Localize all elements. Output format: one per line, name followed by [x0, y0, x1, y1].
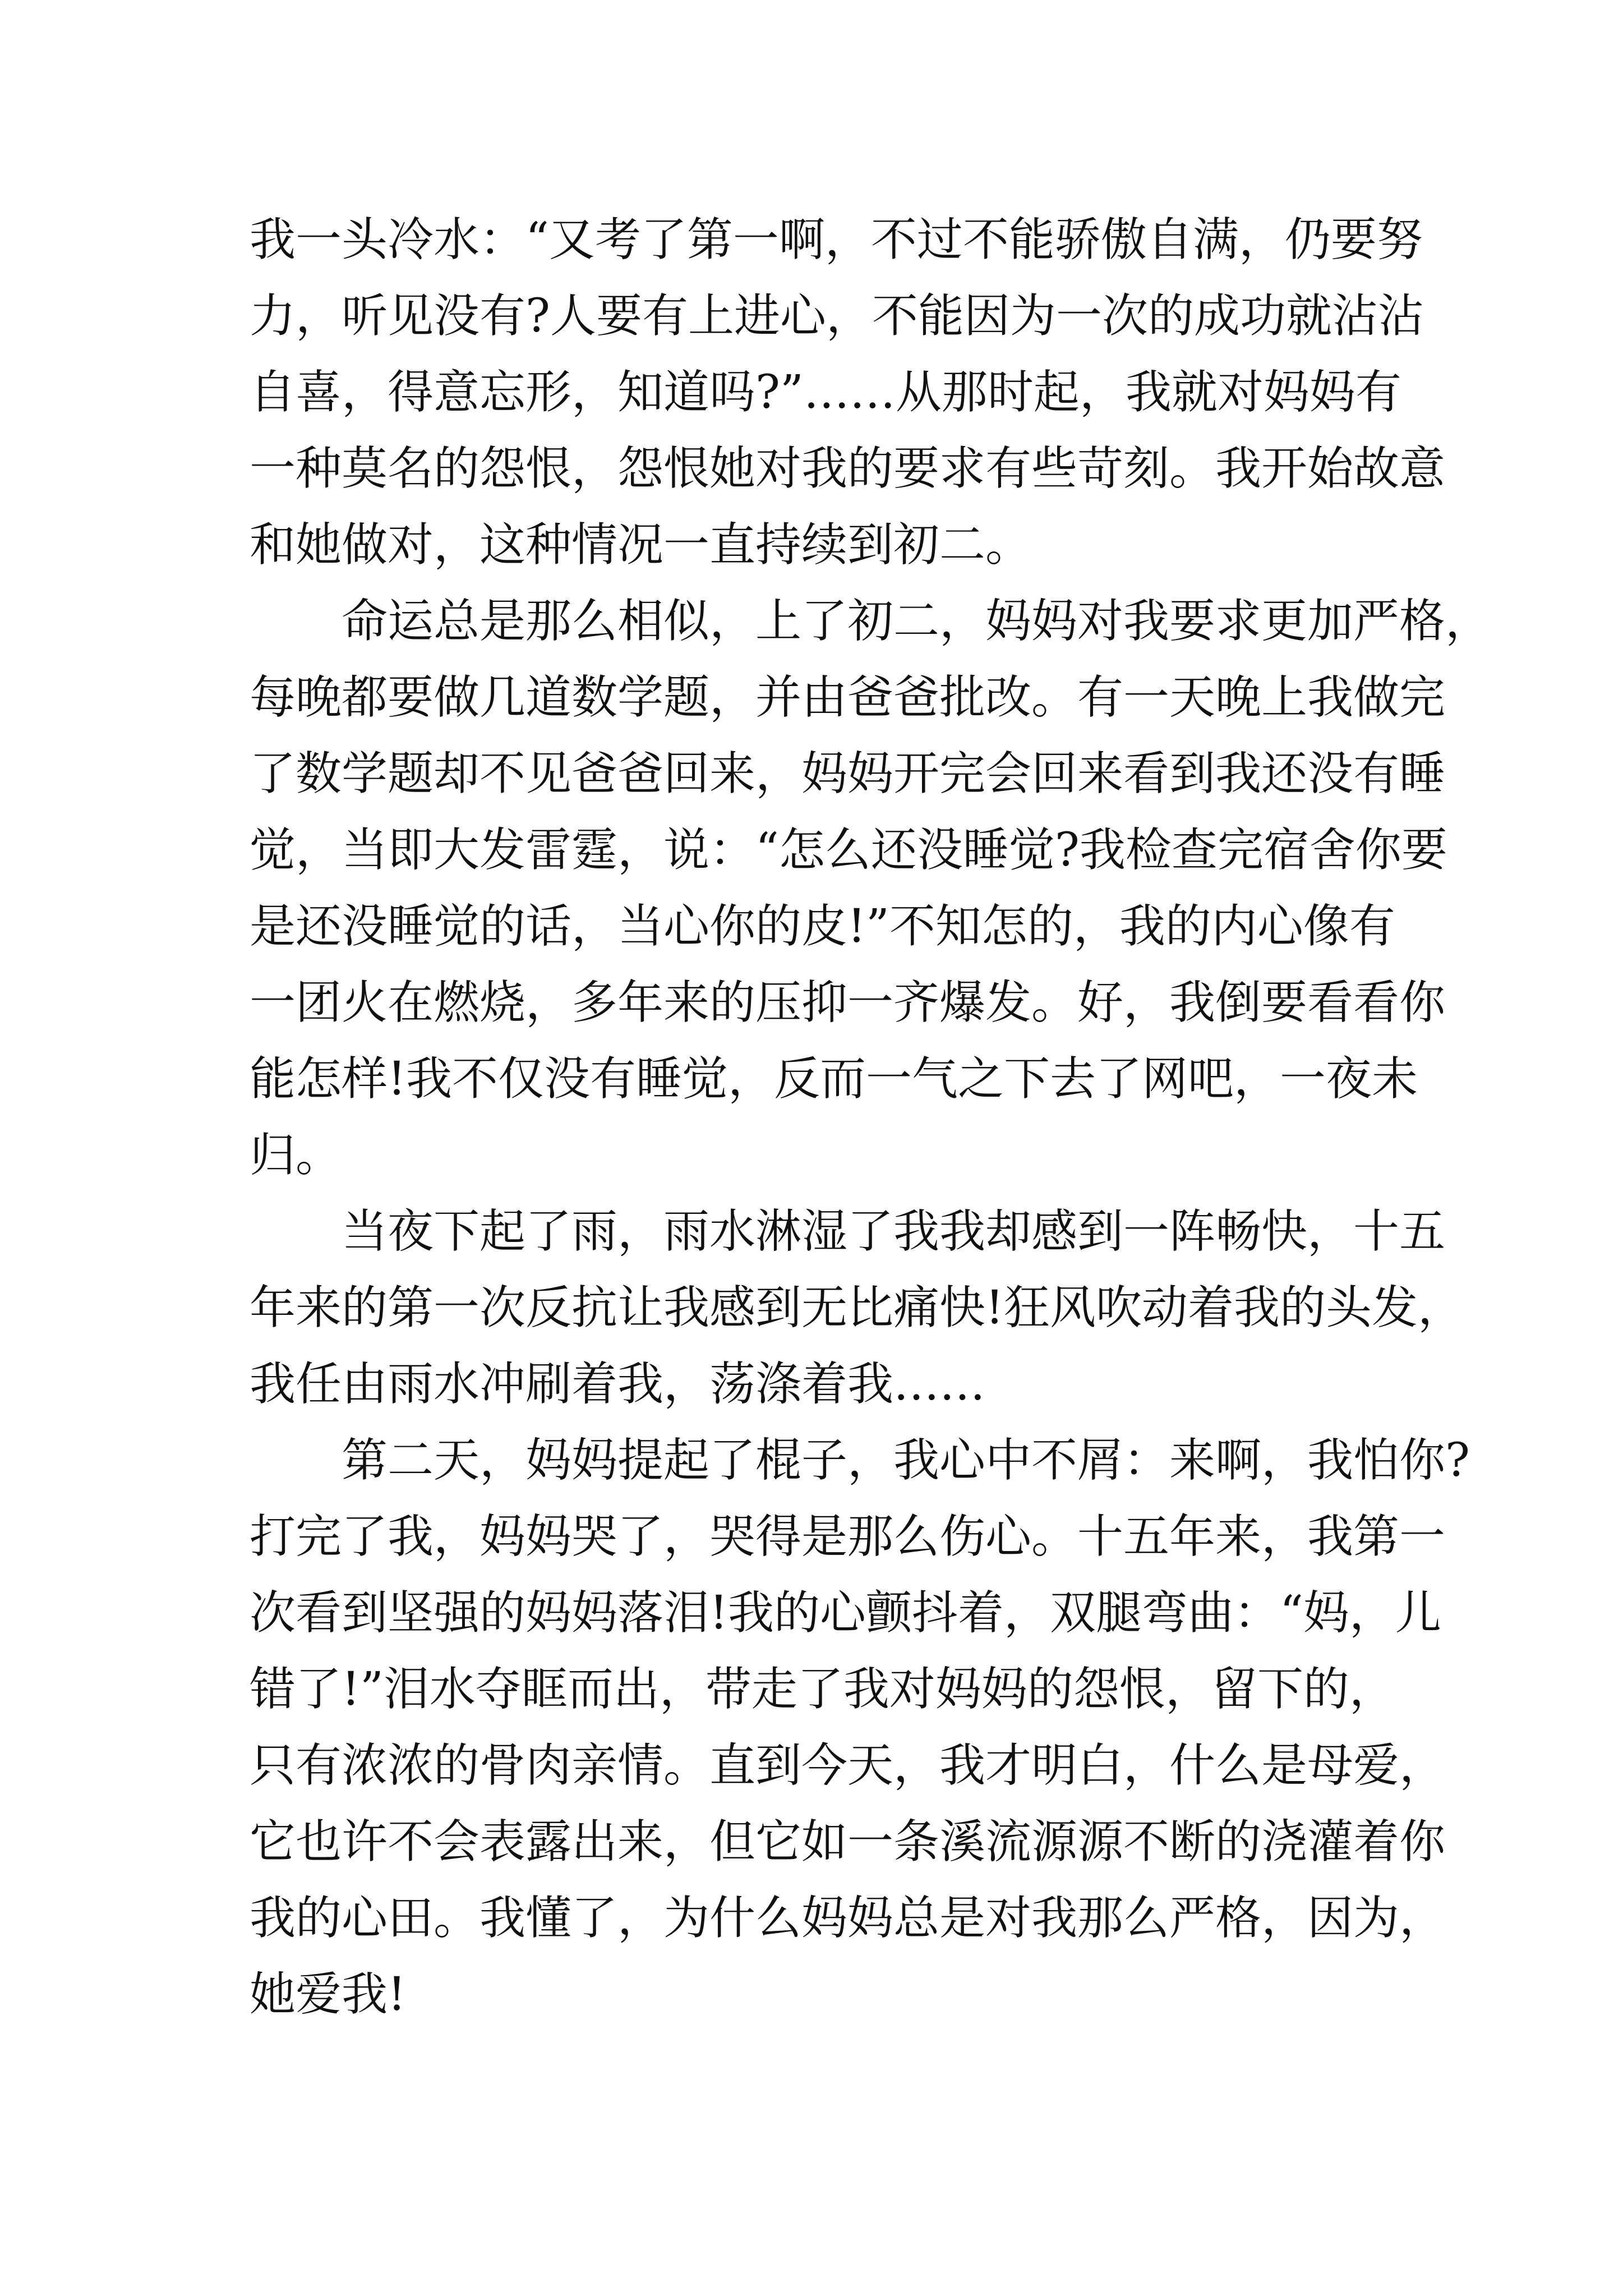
- paragraph-1-line-1: 我一头冷水：“又考了第一啊，不过不能骄傲自满，仍要努: [250, 213, 1423, 266]
- paragraph-3-line-1: 当夜下起了雨，雨水淋湿了我我却感到一阵畅快，十五: [342, 1205, 1446, 1258]
- paragraph-1-line-3: 自喜，得意忘形，知道吗?”……从那时起，我就对妈妈有: [250, 366, 1401, 419]
- paragraph-2-line-6: 一团火在燃烧，多年来的压抑一齐爆发。好，我倒要看看你: [250, 976, 1446, 1029]
- paragraph-4-line-1: 第二天，妈妈提起了棍子，我心中不屑：来啊，我怕你?: [342, 1434, 1470, 1487]
- paragraph-2-line-8: 归。: [250, 1129, 342, 1182]
- paragraph-2-line-4: 觉，当即大发雷霆，说：“怎么还没睡觉?我检查完宿舍你要: [250, 823, 1447, 877]
- paragraph-2-line-7: 能怎样!我不仅没有睡觉，反而一气之下去了网吧，一夜未: [250, 1052, 1418, 1106]
- paragraph-1-line-2: 力，听见没有?人要有上进心，不能因为一次的成功就沾沾: [250, 289, 1424, 343]
- paragraph-2-line-1: 命运总是那么相似，上了初二，妈妈对我要求更加严格，: [342, 595, 1492, 648]
- paragraph-2-line-3: 了数学题却不见爸爸回来，妈妈开完会回来看到我还没有睡: [250, 747, 1446, 800]
- paragraph-4-line-6: 它也许不会表露出来，但它如一条溪流源源不断的浇灌着你: [250, 1815, 1446, 1869]
- paragraph-1-line-5: 和她做对，这种情况一直持续到初二。: [250, 518, 1032, 572]
- paragraph-3-line-2: 年来的第一次反抗让我感到无比痛快!狂风吹动着我的头发，: [250, 1281, 1464, 1335]
- paragraph-1-line-4: 一种莫名的怨恨，怨恨她对我的要求有些苛刻。我开始故意: [250, 442, 1446, 495]
- paragraph-4-line-3: 次看到坚强的妈妈落泪!我的心颤抖着，双腿弯曲：“妈，儿: [250, 1586, 1441, 1640]
- paragraph-2-line-2: 每晚都要做几道数学题，并由爸爸批改。有一天晚上我做完: [250, 671, 1446, 724]
- paragraph-4-line-5: 只有浓浓的骨肉亲情。直到今天，我才明白，什么是母爱，: [250, 1739, 1446, 1792]
- paragraph-3-line-3: 我任由雨水冲刷着我，荡涤着我……: [250, 1358, 986, 1411]
- paragraph-4-line-8: 她爱我!: [250, 1968, 406, 2021]
- paragraph-4-line-2: 打完了我，妈妈哭了，哭得是那么伤心。十五年来，我第一: [250, 1510, 1446, 1563]
- body-text: [250, 202, 1492, 2033]
- paragraph-4-line-7: 我的心田。我懂了，为什么妈妈总是对我那么严格，因为，: [250, 1892, 1446, 1945]
- paragraph-2-line-5: 是还没睡觉的话，当心你的皮!”不知怎的，我的内心像有: [250, 900, 1395, 953]
- paragraph-4-line-4: 错了!”泪水夺眶而出，带走了我对妈妈的怨恨，留下的，: [250, 1663, 1395, 1716]
